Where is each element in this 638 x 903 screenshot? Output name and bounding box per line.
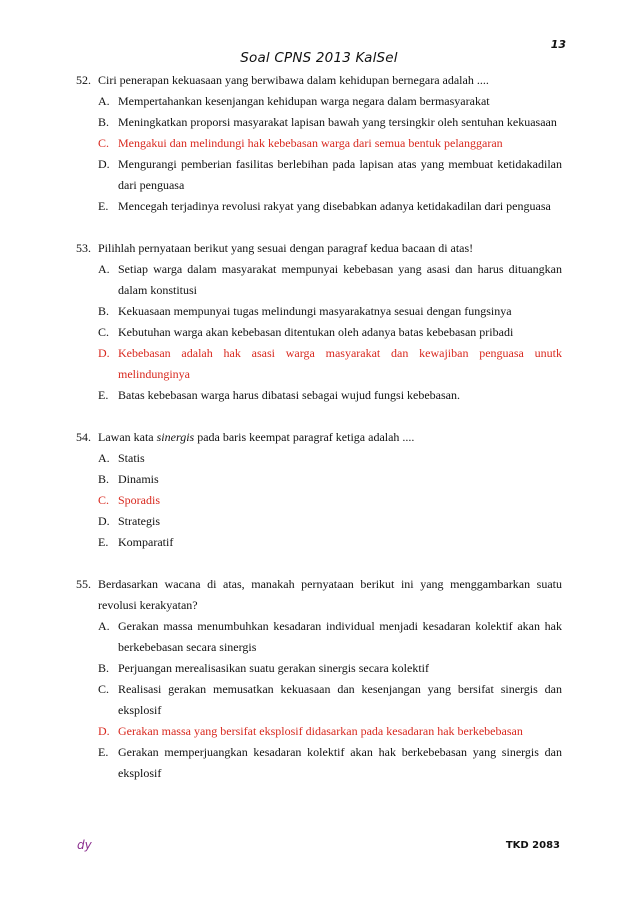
option-c-correct: [98, 133, 562, 154]
option-text: Meningkatkan proporsi masyarakat lapisan bawah yang tersingkir oleh sentuhan kekuasaan: [118, 115, 557, 129]
option-letter: B.: [98, 304, 110, 318]
option-b: [98, 301, 562, 322]
option-e: [98, 742, 562, 784]
option-letter: E.: [98, 388, 109, 402]
option-d: [98, 154, 562, 196]
option-letter: B.: [98, 661, 110, 675]
footer-author: dy: [77, 838, 92, 852]
option-letter: C.: [98, 136, 110, 150]
option-text: Setiap warga dalam masyarakat mempunyai kebebasan yang asasi dan harus dituangkan dalam konstitusi: [118, 262, 562, 297]
option-text: Realisasi gerakan memusatkan kekuasaan dan kesenjangan yang bersifat sinergis dan eksplosif: [118, 682, 562, 717]
question-text: Ciri penerapan kekuasaan yang berwibawa dalam kehidupan bernegara adalah ....: [98, 73, 489, 87]
option-c: [98, 679, 562, 721]
option-text: Dinamis: [118, 472, 159, 486]
footer-code: TKD 2083: [505, 840, 560, 851]
question-55: [76, 574, 562, 784]
option-letter: A.: [98, 451, 110, 465]
option-letter: D.: [98, 724, 110, 738]
question-number: 52.: [76, 73, 91, 87]
option-d-correct: [98, 343, 562, 385]
option-b: [98, 658, 562, 679]
option-letter: B.: [98, 472, 110, 486]
option-a: [98, 91, 562, 112]
question-number: 54.: [76, 430, 91, 444]
option-letter: A.: [98, 262, 110, 276]
option-letter: D.: [98, 514, 110, 528]
question-text: [98, 427, 562, 448]
option-text: Gerakan massa yang bersifat eksplosif didasarkan pada kesadaran hak berkebebasan: [118, 724, 523, 738]
question-54: [76, 427, 562, 553]
option-text: Gerakan massa menumbuhkan kesadaran individual menjadi kesadaran kolektif akan hak berkebebasan secara sinergis: [118, 619, 562, 654]
question-52: [76, 70, 562, 217]
option-e: [98, 196, 562, 217]
option-text: Statis: [118, 451, 145, 465]
answer-options: [98, 448, 562, 553]
option-text: Batas kebebasan warga harus dibatasi sebagai wujud fungsi kebebasan.: [118, 388, 461, 402]
option-text: Mengurangi pemberian fasilitas berlebihan pada lapisan atas yang membuat ketidakadilan dari penguasa: [118, 157, 562, 192]
option-letter: E.: [98, 199, 109, 213]
option-letter: D.: [98, 157, 110, 171]
option-a: [98, 616, 562, 658]
question-text: Berdasarkan wacana di atas, manakah pernyataan berikut ini yang menggambarkan suatu revolusi kerakyatan?: [98, 577, 562, 612]
option-text: Kebebasan adalah hak asasi warga masyarakat dan kewajiban penguasa unutk melindunginya: [118, 346, 562, 381]
option-b: [98, 112, 562, 133]
option-letter: A.: [98, 94, 110, 108]
option-text: Mempertahankan kesenjangan kehidupan warga negara dalam bermasyarakat: [118, 94, 490, 108]
option-d-correct: [98, 721, 562, 742]
option-c: [98, 322, 562, 343]
page-title: Soal CPNS 2013 KalSel: [240, 50, 398, 66]
option-text: Strategis: [118, 514, 160, 528]
option-c-correct: [98, 490, 562, 511]
option-letter: A.: [98, 619, 110, 633]
option-letter: E.: [98, 745, 109, 759]
answer-options: [98, 259, 562, 406]
option-text: Mencegah terjadinya revolusi rakyat yang disebabkan adanya ketidakadilan dari penguasa: [118, 199, 551, 213]
option-text: Kekuasaan mempunyai tugas melindungi masyarakatnya sesuai dengan fungsinya: [118, 304, 512, 318]
page-number: 13: [550, 38, 566, 51]
answer-options: [98, 616, 562, 784]
option-text: Perjuangan merealisasikan suatu gerakan sinergis secara kolektif: [118, 661, 429, 675]
option-letter: B.: [98, 115, 110, 129]
option-a: [98, 259, 562, 301]
question-list: [76, 70, 562, 805]
option-b: [98, 469, 562, 490]
option-text: Gerakan memperjuangkan kesadaran kolektif akan hak berkebebasan yang sinergis dan eksplosif: [118, 745, 562, 780]
option-e: [98, 532, 562, 553]
option-a: [98, 448, 562, 469]
option-d: [98, 511, 562, 532]
question-text-italic: sinergis: [156, 430, 195, 444]
option-text: Komparatif: [118, 535, 174, 549]
option-letter: E.: [98, 535, 109, 549]
question-number: 55.: [76, 577, 91, 591]
question-53: [76, 238, 562, 406]
question-text-after: pada baris keempat paragraf ketiga adalah ....: [194, 430, 415, 444]
option-text: Kebutuhan warga akan kebebasan ditentukan oleh adanya batas kebebasan pribadi: [118, 325, 514, 339]
option-letter: D.: [98, 346, 110, 360]
option-letter: C.: [98, 682, 110, 696]
answer-options: [98, 91, 562, 217]
option-text: Sporadis: [118, 493, 160, 507]
option-letter: C.: [98, 325, 110, 339]
question-text: Pilihlah pernyataan berikut yang sesuai dengan paragraf kedua bacaan di atas!: [98, 241, 474, 255]
option-e: [98, 385, 562, 406]
question-number: 53.: [76, 241, 91, 255]
option-text: Mengakui dan melindungi hak kebebasan warga dari semua bentuk pelanggaran: [118, 136, 503, 150]
option-letter: C.: [98, 493, 110, 507]
question-text-before: Lawan kata: [98, 430, 157, 444]
